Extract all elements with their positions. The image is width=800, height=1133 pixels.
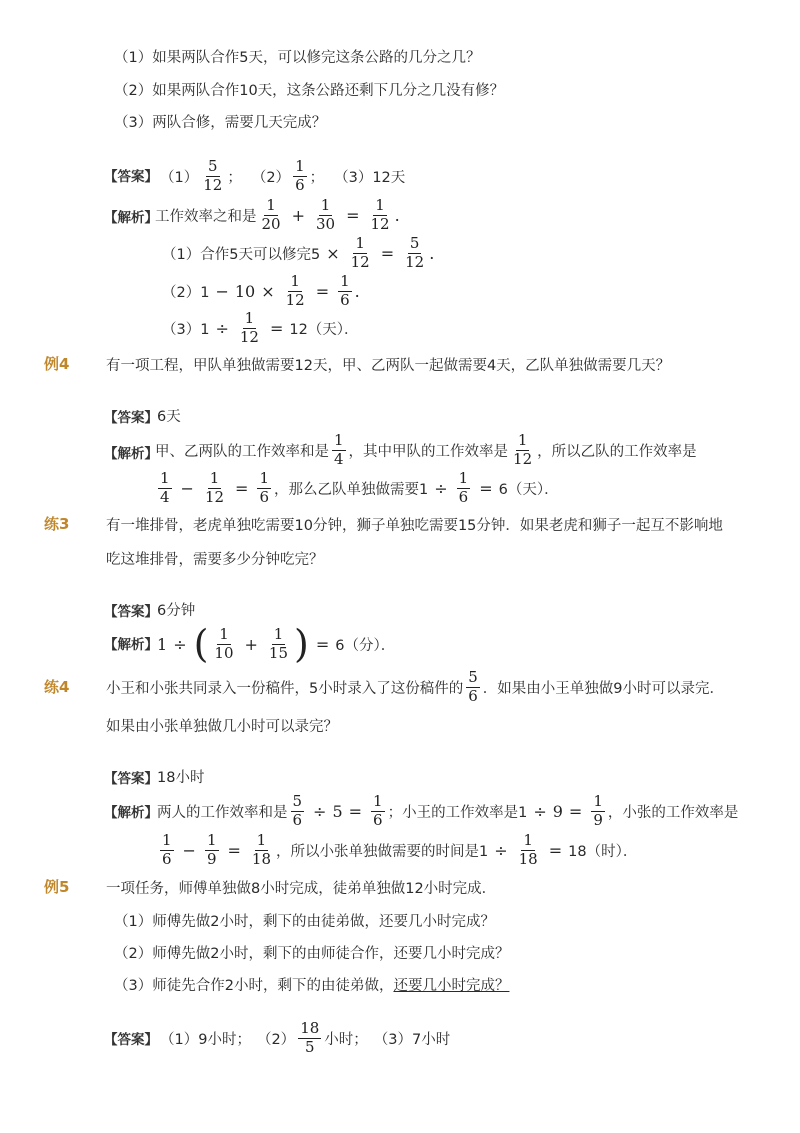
fraction: $\frac{1}{12}$	[513, 430, 533, 468]
result: 6（天）．	[498, 481, 559, 498]
analysis-line-2	[162, 232, 434, 274]
text: ．如果由小王单独做9小时可以录完．	[482, 680, 725, 697]
analysis-line-3	[162, 270, 360, 312]
result: 6（分）．	[335, 637, 396, 654]
underlined-text: 还要几小时完成？	[393, 978, 510, 994]
sub-question-2: （2）师傅先做2小时，剩下的由师徒合作，还要几小时完成？	[114, 946, 510, 962]
fraction: $\frac{1}{6}$	[458, 468, 469, 506]
operator: +	[291, 205, 305, 225]
text: ；小王的工作效率是1	[387, 804, 528, 821]
operator: =	[235, 478, 249, 498]
number: 10	[234, 281, 256, 301]
answer-part3: （3）7小时	[373, 1031, 451, 1048]
analysis-line-2	[155, 467, 559, 509]
fraction: $\frac{1}{9}$	[593, 791, 603, 829]
operator: ×	[326, 243, 340, 263]
result: 18（时）．	[568, 843, 638, 860]
answer-line	[160, 155, 405, 197]
answer-label: 【答案】	[104, 771, 158, 787]
operator: =	[315, 634, 330, 654]
analysis-line-4	[162, 307, 359, 349]
analysis-line-1	[157, 621, 395, 667]
answer-part2: （2）	[251, 169, 291, 186]
answer-part1: （1）	[160, 169, 199, 186]
number: 1	[157, 634, 168, 654]
sub-question-3	[114, 974, 509, 995]
text: 工作效率之和是	[155, 208, 257, 225]
answer-label: 【答案】	[104, 1032, 158, 1048]
operator: =	[227, 840, 241, 860]
text: ，小张的工作效率是	[607, 804, 739, 821]
operator: −	[180, 478, 194, 498]
fraction: $\frac{5}{6}$	[292, 791, 303, 829]
operator: −	[182, 840, 196, 860]
fraction: $\frac{1}{6}$	[295, 156, 305, 194]
operator: =	[548, 840, 563, 860]
left-paren: (	[193, 622, 209, 666]
text: ，其中甲队的工作效率是	[348, 443, 509, 460]
answer-label: 【答案】	[104, 169, 158, 185]
text: 甲、乙两队的工作效率和是	[155, 443, 329, 460]
operator: +	[244, 634, 258, 654]
fraction: $\frac{1}{12}$	[285, 271, 305, 309]
fraction: $\frac{1}{12}$	[239, 308, 259, 346]
separator: ；	[309, 169, 325, 186]
fraction: $\frac{1}{6}$	[259, 468, 269, 506]
answer-part3: （3）12天	[334, 169, 406, 186]
operator: =	[380, 243, 395, 263]
fraction: $\frac{1}{6}$	[162, 830, 172, 868]
fraction: $\frac{1}{6}$	[340, 271, 350, 309]
text: （1）合作5天可以修完5	[162, 246, 321, 263]
text: ，所以乙队的工作效率是	[537, 443, 697, 460]
practice-question-line-2: 如果由小张单独做几小时可以录完？	[106, 719, 338, 735]
fraction: $\frac{1}{12}$	[370, 195, 390, 233]
fraction: $\frac{1}{9}$	[206, 830, 217, 868]
question-2: （2）如果两队合作10天，这条公路还剩下几分之几没有修？	[114, 83, 505, 99]
fraction: $\frac{1}{18}$	[518, 830, 538, 868]
fraction: $\frac{1}{20}$	[261, 195, 281, 233]
practice-tag: 练3	[44, 515, 70, 533]
analysis-line-1	[155, 429, 697, 471]
operator: =	[568, 801, 583, 821]
practice-question-line-2: 吃这堆排骨，需要多少分钟吃完？	[106, 552, 324, 568]
text: 两人的工作效率和是	[157, 804, 288, 821]
answer-value: 18小时	[157, 770, 205, 786]
text: 小王和小张共同录入一份稿件，5小时录入了这份稿件的	[106, 680, 464, 697]
separator: ；	[227, 169, 242, 186]
sub-question-1: （1）师傅先做2小时，剩下的由徒弟做，还要几小时完成？	[114, 914, 495, 930]
period: .	[429, 243, 435, 263]
analysis-label: 【解析】	[104, 210, 158, 226]
practice-question-line-1: 有一堆排骨，老虎单独吃需要10分钟，狮子单独吃需要15分钟．如果老虎和狮子一起互不影响地	[106, 518, 723, 534]
fraction: $\frac{1}{4}$	[160, 468, 170, 506]
operator: =	[269, 318, 284, 338]
operator: =	[479, 478, 493, 498]
analysis-label: 【解析】	[104, 446, 158, 462]
answer-part2: （2）	[256, 1031, 296, 1048]
text: 小时；	[324, 1031, 368, 1048]
operator: −	[215, 281, 229, 301]
period: .	[354, 281, 360, 301]
operator: ÷	[494, 840, 508, 860]
fraction: $\frac{1}{10}$	[214, 624, 234, 662]
operator: ÷	[533, 801, 547, 821]
analysis-line-1	[155, 194, 400, 236]
analysis-label: 【解析】	[104, 637, 158, 653]
operator: ×	[261, 281, 275, 301]
fraction: $\frac{5}{12}$	[203, 156, 223, 194]
text: ，所以小张单独做需要的时间是1	[276, 843, 489, 860]
analysis-label: 【解析】	[104, 805, 158, 821]
fraction: $\frac{1}{6}$	[373, 791, 383, 829]
number: 5	[332, 801, 343, 821]
fraction: $\frac{1}{18}$	[251, 830, 271, 868]
operator: =	[348, 801, 363, 821]
fraction: $\frac{1}{4}$	[334, 430, 344, 468]
answer-line	[160, 1017, 450, 1059]
text: ，那么乙队单独做需要1	[274, 481, 429, 498]
practice-tag: 练4	[44, 678, 70, 696]
example-question: 有一项工程，甲队单独做需要12天，甲、乙两队一起做需要4天，乙队单独做需要几天？	[106, 358, 671, 374]
operator: =	[315, 281, 330, 301]
fraction: $\frac{1}{12}$	[350, 233, 370, 271]
answer-label: 【答案】	[104, 410, 158, 426]
text: （2）1	[162, 284, 210, 301]
answer-value: 6天	[157, 409, 181, 425]
answer-label: 【答案】	[104, 604, 158, 620]
practice-question-line-1	[106, 666, 724, 708]
number: 9	[552, 801, 563, 821]
question-1: （1）如果两队合作5天，可以修完这条公路的几分之几？	[114, 50, 481, 66]
period: .	[394, 205, 400, 225]
operator: =	[346, 205, 360, 225]
analysis-line-1	[157, 790, 738, 832]
right-paren: )	[294, 622, 309, 666]
result: 12（天）．	[289, 321, 359, 338]
text: （3）师徒先合作2小时，剩下的由徒弟做，	[114, 978, 394, 994]
fraction: $\frac{1}{15}$	[268, 624, 289, 662]
question-3: （3）两队合修，需要几天完成？	[114, 115, 327, 131]
answer-part1: （1）9小时；	[160, 1031, 251, 1048]
answer-value: 6分钟	[157, 603, 196, 619]
operator: ÷	[434, 478, 448, 498]
fraction: $\frac{5}{6}$	[468, 667, 478, 705]
operator: ÷	[313, 801, 327, 821]
operator: ÷	[215, 318, 229, 338]
example-tag: 例4	[44, 355, 70, 373]
example-tag: 例5	[44, 878, 70, 896]
fraction: $\frac{18}{5}$	[300, 1018, 320, 1056]
text: （3）1	[162, 321, 210, 338]
analysis-line-2	[157, 829, 637, 871]
fraction: $\frac{1}{30}$	[316, 195, 336, 233]
example-question: 一项任务，师傅单独做8小时完成，徒弟单独做12小时完成．	[106, 881, 497, 897]
operator: ÷	[173, 634, 187, 654]
fraction: $\frac{5}{12}$	[405, 233, 425, 271]
fraction: $\frac{1}{12}$	[204, 468, 225, 506]
